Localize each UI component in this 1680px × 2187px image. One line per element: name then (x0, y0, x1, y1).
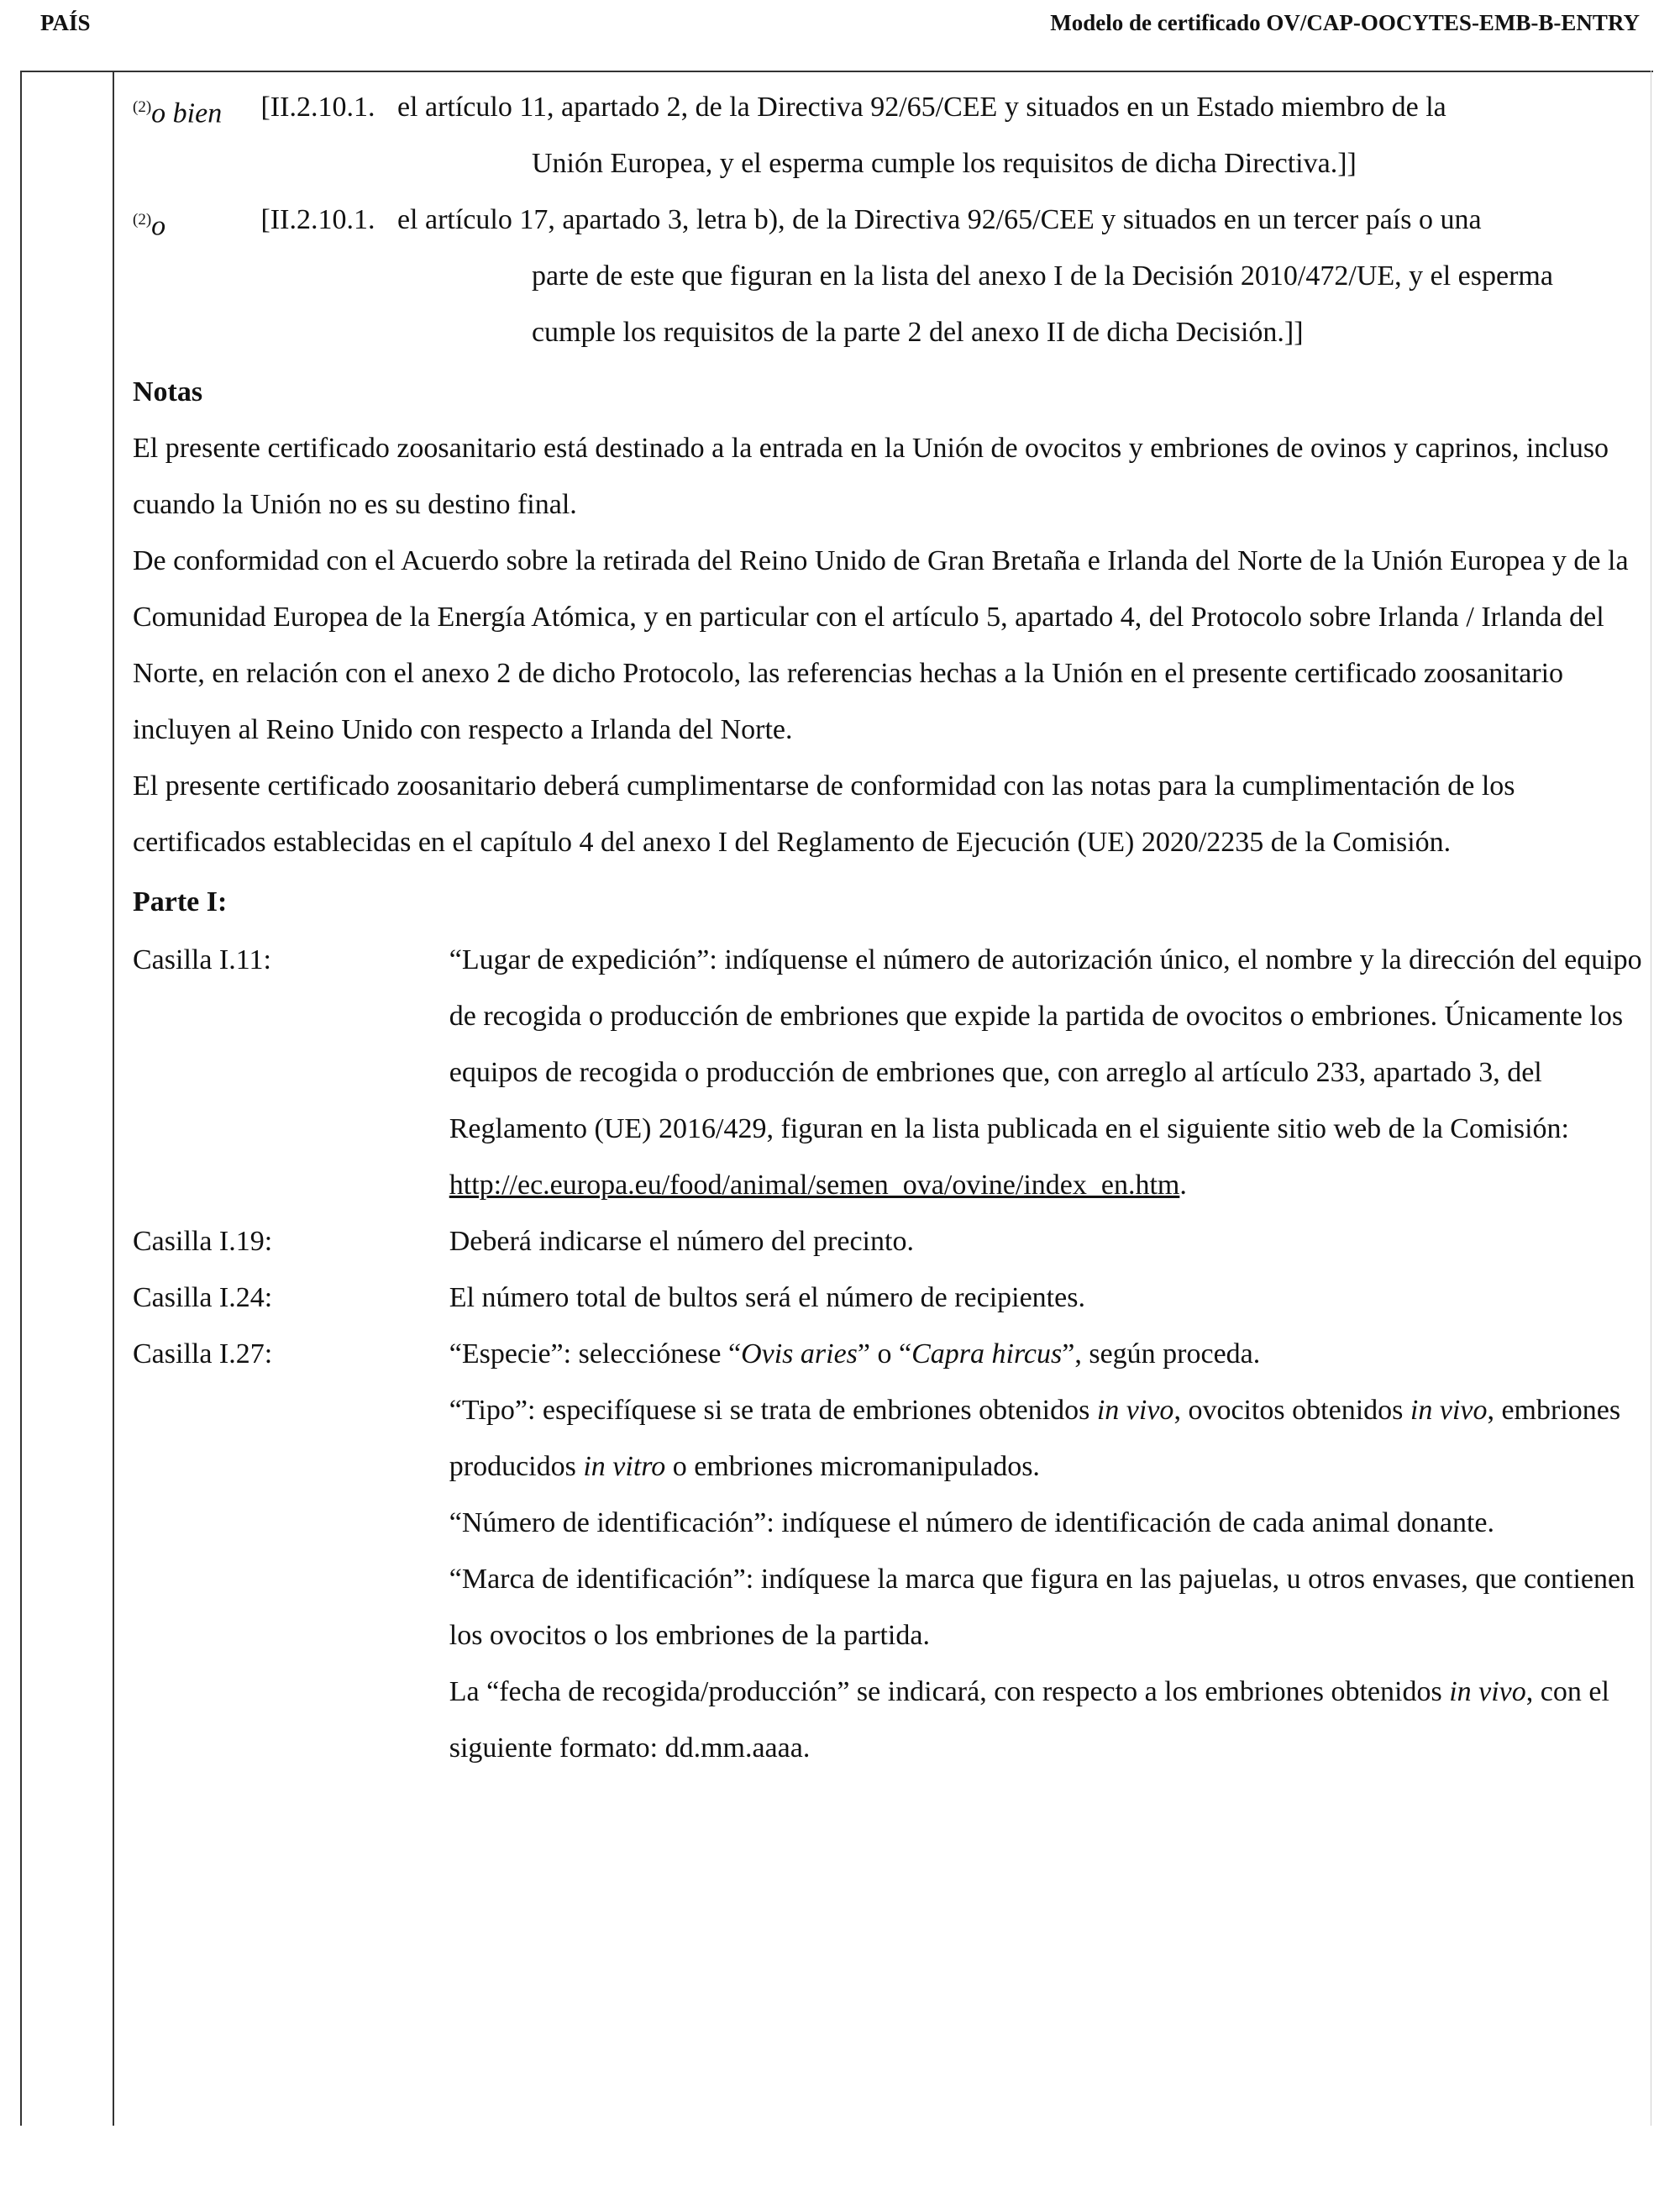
box-label: Casilla I.24: (133, 1282, 273, 1313)
species-capra: Capra hircus (911, 1338, 1063, 1370)
provision-line: cumple los requisitos de la parte 2 del anexo II de dicha Decisión.]] (531, 317, 1304, 348)
header-country: PAÍS (40, 10, 91, 35)
left-border (20, 71, 22, 2126)
box-i24 (133, 1270, 1645, 1326)
box-label: Casilla I.11: (133, 944, 271, 975)
footnote-ref: (2) (133, 211, 152, 229)
option-word: o (151, 210, 166, 242)
provision-line: parte de este que figuran en la lista del anexo I de la Decisión 2010/472/UE, y el esperma (531, 260, 1553, 292)
provision-text (397, 79, 1645, 192)
box-label: Casilla I.27: (133, 1338, 273, 1370)
certificate-body (133, 79, 1645, 1776)
box-i11 (133, 932, 1645, 1213)
box-label: Casilla I.19: (133, 1226, 273, 1257)
provision-line: el artículo 17, apartado 3, letra b), de la Directiva 92/65/CEE y situados en un tercer país o una (396, 204, 1482, 235)
provision-ref: [II.2.10.1. (260, 92, 375, 123)
link-tail: . (1179, 1170, 1187, 1201)
part-one-heading: Parte I: (133, 886, 228, 917)
box-i27 (133, 1326, 1645, 1776)
fecha-instruction: La “fecha de recogida/producción” se indicará, con respecto a los embriones obtenidos in vivo, con el siguiente formato: dd.mm.aaaa. (449, 1676, 1609, 1764)
box-description: “Lugar de expedición”: indíquense el número de autorización único, el nombre y la dirección del equipo de recogida o producción de embriones que expide la partida de ovocitos o embriones. Únicamente los equipos de recogida o producción de embriones que, con arreglo al artículo 233, apartado 3, del Reglamento (UE) 2016/429, figuran en la lista publicada en el siguiente sitio web de la Comisión: (449, 944, 1642, 1144)
notes-paragraph: De conformidad con el Acuerdo sobre la retirada del Reino Unido de Gran Bretaña e Irlanda del Norte de la Unión Europea y de la Comunidad Europea de la Energía Atómica, y en particular con el artículo 5, apartado 4, del Protocolo sobre Irlanda / Irlanda del Norte, en relación con el anexo 2 de dicho Protocolo, las referencias hechas a la Unión en el presente certificado zoosanitario incluyen al Reino Unido con respecto a Irlanda del Norte. (133, 545, 1629, 745)
especie-instruction: “Especie”: selecciónese “Ovis aries” o “Capra hircus”, según proceda. (449, 1338, 1261, 1370)
provision-o (133, 192, 1645, 360)
option-word: o bien (151, 97, 223, 129)
tipo-instruction: “Tipo”: especifíquese si se trata de embriones obtenidos in vivo, ovocitos obtenidos in vivo, embriones producidos in vitro o embriones micromanipulados. (449, 1395, 1621, 1482)
box-text (449, 1326, 1645, 1776)
notes-heading: Notas (133, 376, 203, 407)
numero-instruction: “Número de identificación”: indíquese el número de identificación de cada animal donante. (449, 1507, 1495, 1538)
box-text (449, 932, 1645, 1213)
provision-line: el artículo 11, apartado 2, de la Directiva 92/65/CEE y situados en un Estado miembro de la (396, 92, 1446, 123)
box-text: Deberá indicarse el número del precinto. (449, 1226, 914, 1257)
top-border (20, 71, 1653, 72)
provision-ref: [II.2.10.1. (260, 204, 375, 235)
box-text: El número total de bultos será el número de recipientes. (449, 1282, 1085, 1313)
provision-marker (133, 192, 260, 360)
footnote-ref: (2) (133, 98, 152, 116)
commission-website-link[interactable]: http://ec.europa.eu/food/animal/semen_ova/ovine/index_en.htm (449, 1170, 1180, 1201)
header-model: Modelo de certificado OV/CAP-OOCYTES-EMB-B-ENTRY (1050, 10, 1640, 35)
inner-left-border (113, 71, 114, 2126)
provision-marker (133, 79, 260, 192)
provision-o-bien (133, 79, 1645, 192)
part-one-fields (133, 932, 1645, 1776)
species-ovis: Ovis aries (741, 1338, 858, 1370)
notes-paragraph: El presente certificado zoosanitario deberá cumplimentarse de conformidad con las notas para la cumplimentación de los certificados establecidas en el capítulo 4 del anexo I del Reglamento de Ejecución (UE) 2020/2235 de la Comisión. (133, 770, 1515, 858)
provision-text (397, 192, 1645, 360)
marca-instruction: “Marca de identificación”: indíquese la marca que figura en las pajuelas, u otros envases, que contienen los ovocitos o los embriones de la partida. (449, 1564, 1635, 1651)
notes-paragraph: El presente certificado zoosanitario está destinado a la entrada en la Unión de ovocitos y embriones de ovinos y caprinos, incluso cuando la Unión no es su destino final. (133, 433, 1609, 520)
box-i19 (133, 1213, 1645, 1270)
provision-line: Unión Europea, y el esperma cumple los requisitos de dicha Directiva.]] (531, 148, 1357, 179)
